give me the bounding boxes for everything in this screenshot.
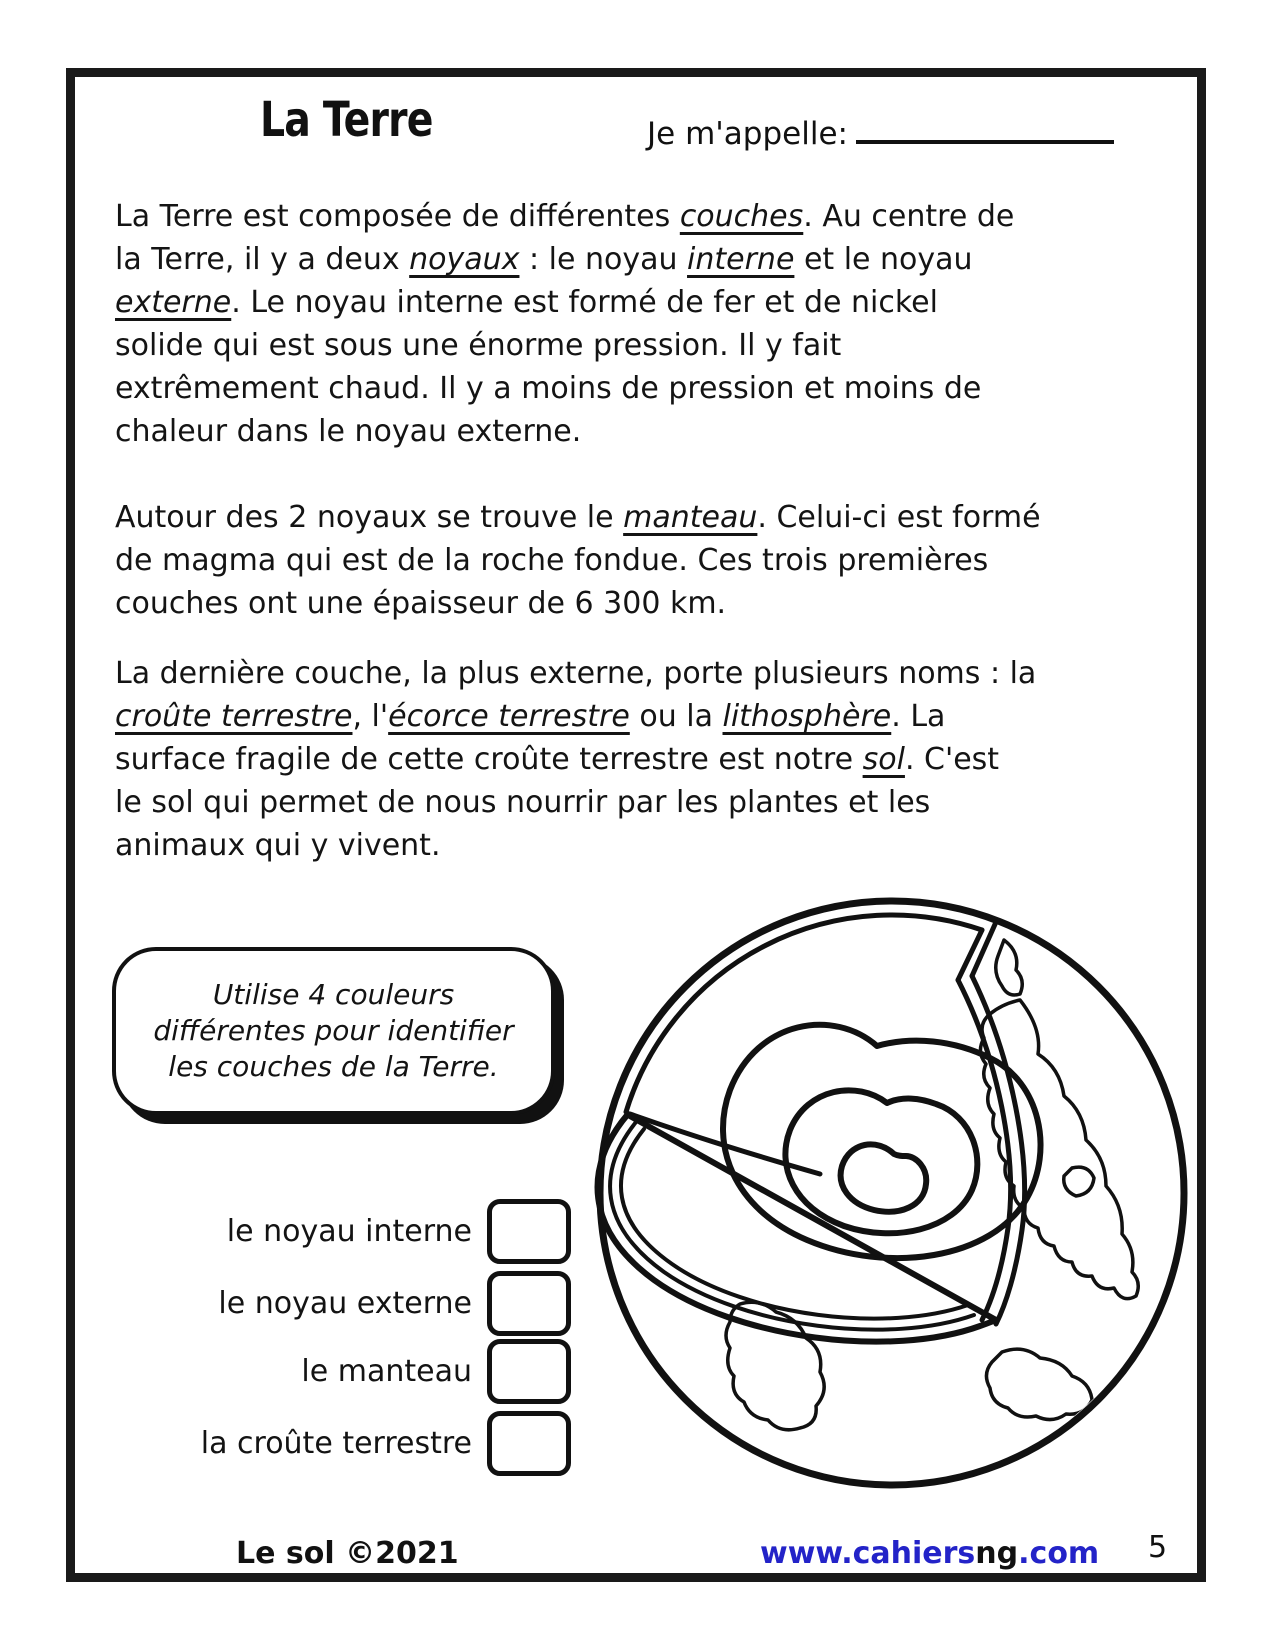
name-blank-line[interactable]	[856, 110, 1114, 144]
text-line: solide qui est sous une énorme pression. Il y fait	[115, 328, 842, 363]
text-line: Autour des 2 noyaux se trouve le manteau. Celui-ci est formé	[115, 500, 1041, 535]
text-line: la Terre, il y a deux noyaux : le noyau interne et le noyau	[115, 242, 973, 277]
text-line: chaleur dans le noyau externe.	[115, 414, 582, 449]
paragraph-1	[115, 195, 1014, 453]
page-title: La Terre	[260, 92, 433, 148]
paragraph-2	[115, 496, 1041, 625]
footer-url-part3: .com	[1018, 1536, 1100, 1571]
color-box-mantle[interactable]	[487, 1339, 571, 1404]
instruction-bubble	[112, 947, 555, 1115]
footer-url	[760, 1536, 1099, 1571]
color-box-inner-core[interactable]	[487, 1199, 571, 1264]
bubble-line: Utilise 4 couleurs	[212, 978, 455, 1011]
key-label-outer-core: le noyau externe	[218, 1286, 472, 1321]
color-box-crust[interactable]	[487, 1411, 571, 1476]
bubble-line: différentes pour identifier	[153, 1014, 514, 1047]
key-label-crust: la croûte terrestre	[200, 1426, 472, 1461]
bubble-line: les couches de la Terre.	[168, 1050, 499, 1083]
key-label-inner-core: le noyau interne	[226, 1214, 472, 1249]
key-label-mantle: le manteau	[301, 1354, 472, 1389]
footer-copyright: Le sol ©2021	[236, 1536, 459, 1571]
text-line: croûte terrestre, l'écorce terrestre ou la lithosphère. La	[115, 699, 946, 734]
name-row	[647, 110, 1114, 152]
page-number: 5	[1148, 1530, 1168, 1565]
paragraph-3	[115, 652, 1036, 867]
text-line: La Terre est composée de différentes couches. Au centre de	[115, 199, 1015, 234]
text-line: surface fragile de cette croûte terrestre est notre sol. C'est	[115, 742, 1000, 777]
text-line: animaux qui y vivent.	[115, 828, 441, 863]
footer-url-part2: ng	[975, 1536, 1019, 1571]
color-box-outer-core[interactable]	[487, 1271, 571, 1336]
footer-url-part1: www.cahiers	[760, 1536, 976, 1571]
name-label: Je m'appelle:	[647, 116, 848, 152]
earth-cutaway-diagram	[572, 868, 1202, 1498]
text-line: le sol qui permet de nous nourrir par les plantes et les	[115, 785, 931, 820]
text-line: couches ont une épaisseur de 6 300 km.	[115, 586, 727, 621]
text-line: de magma qui est de la roche fondue. Ces trois premières	[115, 543, 989, 578]
text-line: extrêmement chaud. Il y a moins de pression et moins de	[115, 371, 982, 406]
text-line: La dernière couche, la plus externe, porte plusieurs noms : la	[115, 656, 1037, 691]
text-line: externe. Le noyau interne est formé de fer et de nickel	[115, 285, 938, 320]
